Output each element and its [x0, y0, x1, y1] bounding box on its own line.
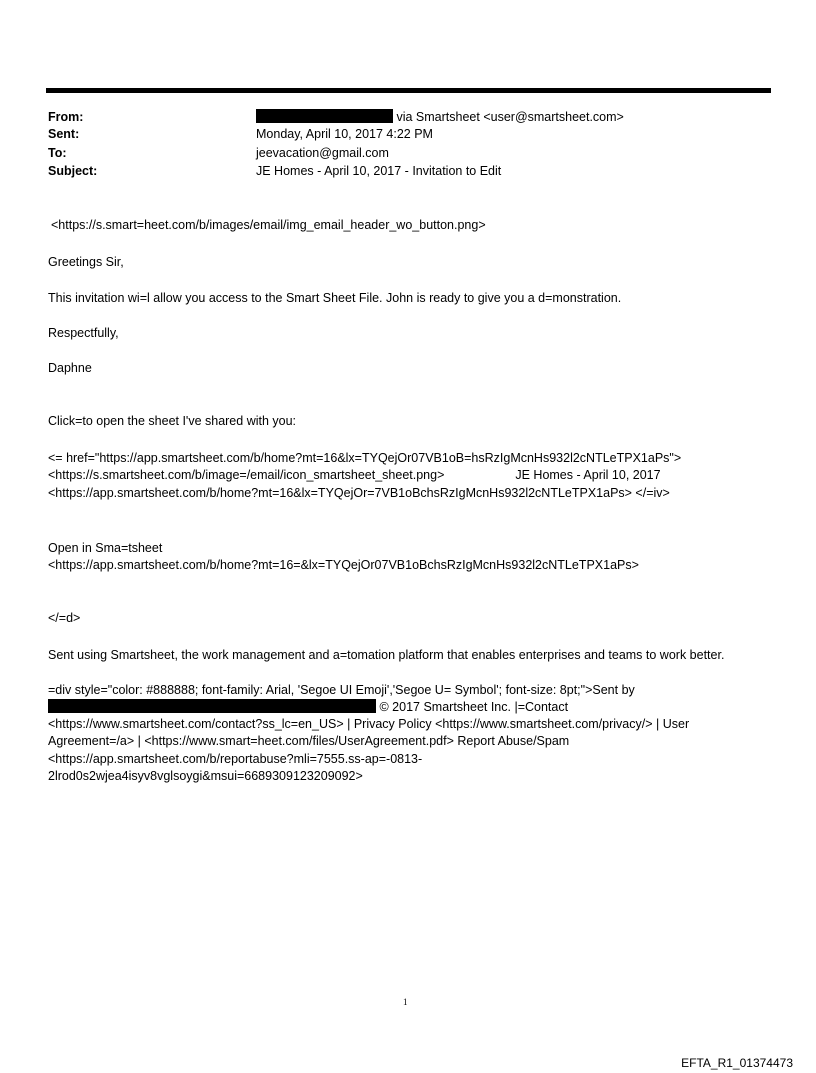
sheet-title: JE Homes - April 10, 2017: [515, 468, 661, 482]
to-label: To:: [48, 146, 67, 160]
footer-links: <https://www.smartsheet.com/contact?ss_lc=en_US> | Privacy Policy <https://www.smartsheet.com/privacy/> | User Agreement=/a> | <https://www.smart=heet.com/files/UserAgreement.pdf> Report Abuse/Spam: [48, 717, 690, 748]
footer-sent-using: Sent using Smartsheet, the work management and a=tomation platform that enables enterprises and teams to work better.: [48, 648, 725, 662]
click-instruction: Click=to open the sheet I've shared with you:: [48, 414, 297, 428]
open-link: <https://app.smartsheet.com/b/home?mt=16=&lx=TYQejOr07VB1oBchsRzIgMcnHs932l2cNTLeTPX1aPs>: [48, 558, 639, 572]
icon-line: [48, 467, 661, 484]
signoff: Respectfully,: [48, 326, 119, 340]
from-label: From:: [48, 110, 84, 124]
header-image-link: <https://s.smart=heet.com/b/images/email/img_email_header_wo_button.png>: [51, 218, 486, 232]
redaction-bar: [48, 699, 376, 713]
from-address: via Smartsheet <user@smartsheet.com>: [396, 110, 624, 124]
icon-link: <https://s.smartsheet.com/b/image=/email/icon_smartsheet_sheet.png>: [48, 468, 445, 482]
sent-label: Sent:: [48, 127, 80, 141]
signature: Daphne: [48, 361, 92, 375]
footer-report-link: <https://app.smartsheet.com/b/reportabuse?mli=7555.ss-ap=-0813-: [48, 752, 423, 766]
copyright-text: © 2017 Smartsheet Inc. |=Contact: [379, 700, 569, 714]
sent-value: Monday, April 10, 2017 4:22 PM: [256, 127, 433, 141]
to-value: jeevacation@gmail.com: [256, 146, 389, 160]
subject-label: Subject:: [48, 164, 98, 178]
href-line: <= href="https://app.smartsheet.com/b/home?mt=16&lx=TYQejOr07VB1oB=hsRzIgMcnHs932l2cNTLeTPX1aPs">: [48, 451, 682, 465]
redaction-bar: [256, 109, 393, 123]
invitation-text: This invitation wi=l allow you access to the Smart Sheet File. John is ready to give you a d=monstration.: [48, 291, 622, 305]
home-line: <https://app.smartsheet.com/b/home?mt=16&lx=TYQejOr=7VB1oBchsRzIgMcnHs932l2cNTLeTPX1aPs> </=iv>: [48, 486, 670, 500]
footer-report-link-cont: 2lrod0s2wjea4isyv8vglsoygi&msui=6689309123209092>: [48, 769, 363, 783]
open-in-label: Open in Sma=tsheet: [48, 541, 163, 555]
document-id: EFTA_R1_01374473: [681, 1056, 793, 1070]
greeting: Greetings Sir,: [48, 255, 124, 269]
from-value: [256, 109, 624, 125]
footer-style-line: =div style="color: #888888; font-family: Arial, 'Segoe UI Emoji','Segoe U= Symbol'; font-size: 8pt;">Sent by: [48, 683, 635, 697]
header-rule: [46, 88, 771, 93]
subject-value: JE Homes - April 10, 2017 - Invitation to Edit: [256, 164, 502, 178]
footer-copyright-line: [48, 699, 568, 716]
page-number: 1: [403, 997, 408, 1007]
close-tag: </=d>: [48, 611, 81, 625]
